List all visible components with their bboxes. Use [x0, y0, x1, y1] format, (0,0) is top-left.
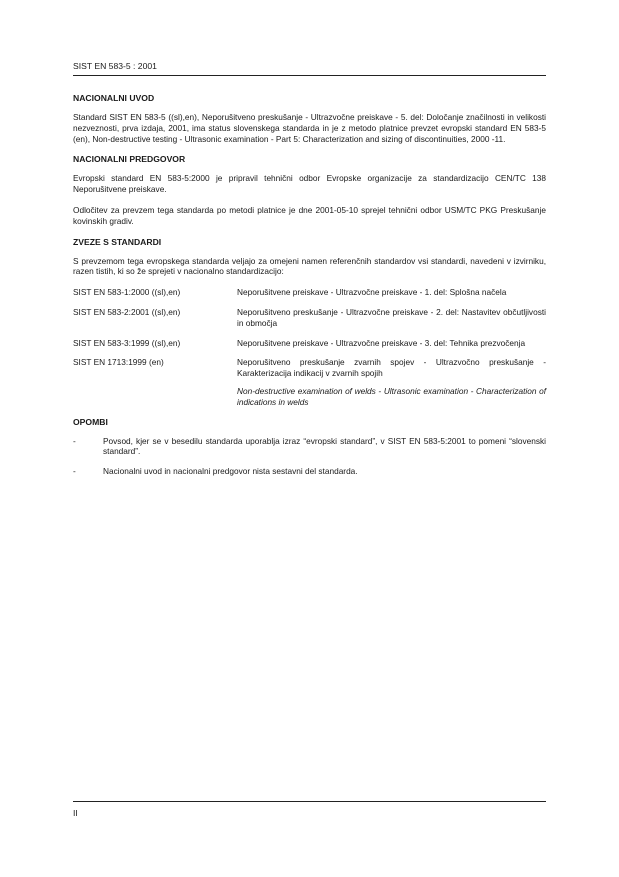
- section-title: NACIONALNI UVOD: [73, 93, 155, 103]
- reference-code: SIST EN 583-3:1999 ((sl),en): [73, 337, 181, 348]
- paragraph: Odločitev za prevzem tega standarda po metodi platnice je dne 2001-05-10 sprejel tehnični odbor USM/TC PKG Preskušanje kovinskih gradiv.: [73, 204, 546, 226]
- notes-list: [73, 436, 546, 477]
- header-rule: [73, 75, 546, 76]
- reference-code: SIST EN 583-1:2000 ((sl),en): [73, 287, 181, 298]
- section-zveze-s-standardi: [73, 237, 546, 408]
- reference-row: [73, 287, 546, 298]
- reference-title: Neporušitvene preiskave - Ultrazvočne preiskave - 3. del: Tehnika prezvočenja: [237, 337, 526, 348]
- note-item: [73, 436, 546, 458]
- reference-row: [73, 307, 546, 329]
- note-text: Povsod, kjer se v besedilu standarda uporablja izraz “evropski standard”, v SIST EN 583-5:2001 to pomeni “slovenski standard”.: [103, 435, 546, 457]
- paragraph: S prevzemom tega evropskega standarda veljajo za omejeni namen referenčnih standardov vsi standardi, navedeni v izvirniku, razen tistih, ki so že sprejeti v nacionalno standardizacijo:: [73, 255, 546, 277]
- reference-title-en: Non-destructive examination of welds - Ultrasonic examination - Characterization of indications in welds: [237, 385, 546, 407]
- section-title: NACIONALNI PREDGOVOR: [73, 154, 186, 165]
- reference-title: Neporušitvene preiskave - Ultrazvočne preiskave - 1. del: Splošna načela: [237, 287, 507, 298]
- paragraph: Evropski standard EN 583-5:2000 je pripravil tehnični odbor Evropske organizacije za standardizacijo CEN/TC 138 Neporušitvene preiskave.: [73, 173, 546, 195]
- page-header: SIST EN 583-5 : 2001: [73, 61, 157, 71]
- paragraph: Standard SIST EN 583-5 ((sl),en), Neporušitveno preskušanje - Ultrazvočne preiskave - 5. del: Določanje značilnosti in velikosti nezveznosti, prva izdaja, 2001, ima status slovenskega standarda in je z metodo platnice prevzet evropski standard EN 583-5 (en), Non-destructive testing - Ultrasonic examination - Part 5: Characterization and sizing of discontinuities, 2000 -11.: [73, 112, 546, 144]
- section-opombi: [73, 417, 546, 477]
- reference-title: [237, 357, 546, 407]
- page-number: II: [73, 808, 78, 818]
- section-title: OPOMBI: [73, 416, 108, 427]
- section-nacionalni-predgovor: [73, 154, 546, 226]
- reference-row: [73, 357, 546, 407]
- section-title: ZVEZE S STANDARDI: [73, 236, 162, 247]
- reference-code: SIST EN 583-2:2001 ((sl),en): [73, 306, 181, 317]
- reference-list: [73, 287, 546, 407]
- reference-code: SIST EN 1713:1999 (en): [73, 357, 164, 368]
- reference-title-sl: Neporušitveno preskušanje zvarnih spojev - Ultrazvočno preskušanje - Karakterizacija indikacij v zvarnih spojih: [237, 357, 546, 379]
- footer-rule: [73, 801, 546, 802]
- document-body: [73, 93, 546, 486]
- note-dash: -: [73, 435, 76, 446]
- note-item: [73, 466, 546, 477]
- reference-title: Neporušitveno preskušanje - Ultrazvočne preiskave - 2. del: Nastavitev občutljivosti in območja: [237, 306, 546, 328]
- note-text: Nacionalni uvod in nacionalni predgovor nista sestavni del standarda.: [103, 466, 358, 477]
- note-dash: -: [73, 466, 76, 477]
- section-nacionalni-uvod: [73, 93, 546, 144]
- reference-row: [73, 338, 546, 349]
